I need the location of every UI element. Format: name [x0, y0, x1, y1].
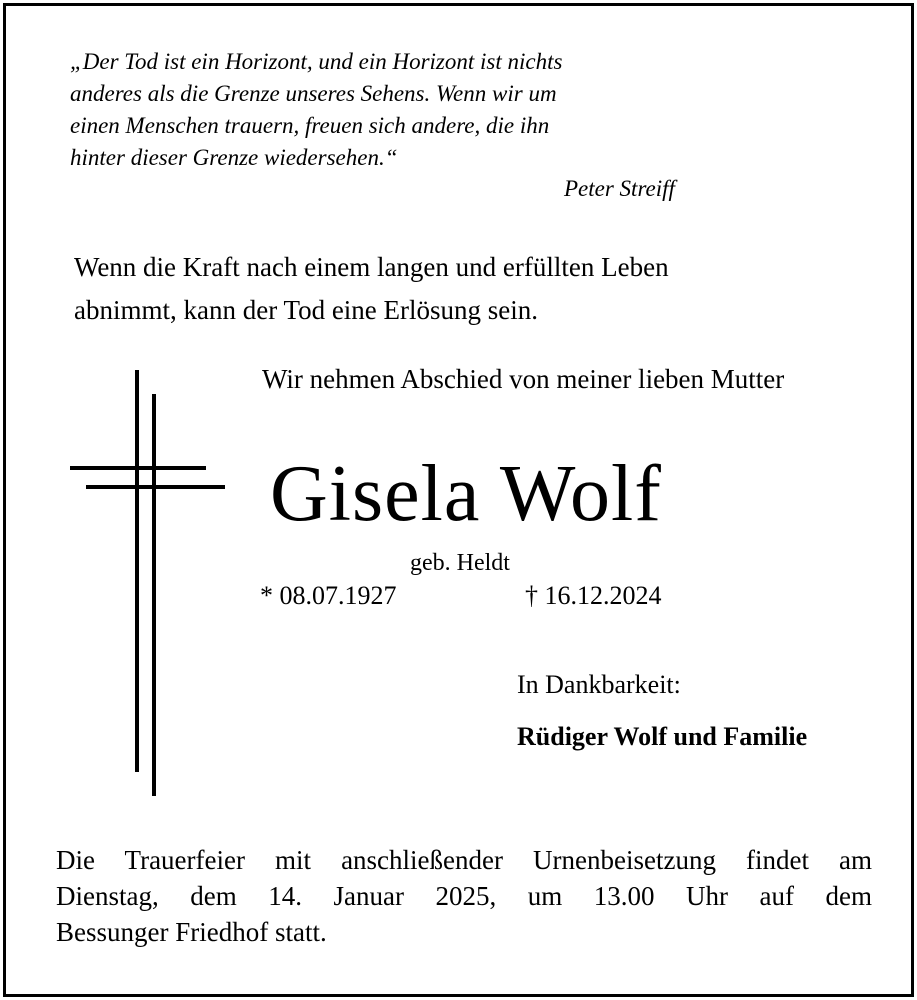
quote-line-3: einen Menschen trauern, freuen sich andere, die ihn: [70, 113, 550, 138]
quote-line-1: „Der Tod ist ein Horizont, und ein Horizont ist nichts: [70, 49, 563, 74]
quote-line-2: anderes als die Grenze unseres Sehens. Wenn wir um: [70, 81, 557, 106]
obituary-frame: [3, 3, 914, 997]
birth-date: * 08.07.1927: [260, 581, 397, 610]
intro-line-1: Wenn die Kraft nach einem langen und erfüllten Leben: [74, 252, 669, 282]
farewell-line: Wir nehmen Abschied von meiner lieben Mutter: [262, 364, 785, 394]
mourner-family: Rüdiger Wolf und Familie: [517, 722, 808, 751]
deceased-name: Gisela Wolf: [270, 450, 662, 538]
service-notice: [56, 842, 872, 950]
cross-vertical-bar-2: [152, 394, 156, 796]
quote-author: Peter Streiff: [564, 176, 675, 201]
service-line-3: Bessunger Friedhof statt.: [56, 917, 327, 947]
thanks-label: In Dankbarkeit:: [517, 670, 681, 699]
intro-text: [74, 246, 669, 332]
cross-horizontal-bar-1: [70, 466, 206, 470]
maiden-name: geb. Heldt: [410, 550, 510, 576]
intro-line-2: abnimmt, kann der Tod eine Erlösung sein.: [74, 295, 539, 325]
cross-vertical-bar-1: [135, 370, 139, 772]
cross-horizontal-bar-2: [86, 485, 225, 489]
death-date: † 16.12.2024: [525, 581, 662, 610]
service-line-2: Dienstag, dem 14. Januar 2025, um 13.00 Uhr auf dem: [56, 881, 872, 911]
quote-line-4: hinter dieser Grenze wiedersehen.“: [70, 145, 398, 170]
quote: [70, 46, 750, 174]
service-line-1: Die Trauerfeier mit anschließender Urnenbeisetzung findet am: [56, 845, 872, 875]
